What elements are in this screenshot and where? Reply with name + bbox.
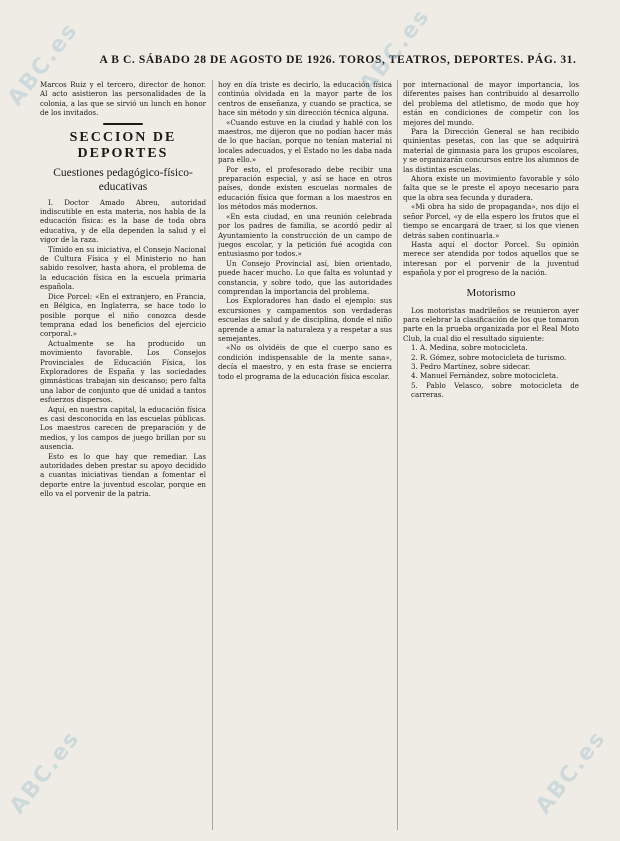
article-paragraph: Ahora existe un movimiento favorable y sólo falta que se le preste el apoyo necesario para que la obra sea fecunda y duradera.: [403, 174, 579, 202]
article-paragraph: Un Consejo Provincial así, bien orientado, puede hacer mucho. Lo que falta es voluntad y constancia, y sobre todo, que las autoridades comprendan la importancia del problema.: [218, 258, 392, 296]
list-item: 5. Pablo Velasco, sobre motocicleta de carreras.: [411, 380, 579, 400]
list-item: 1. A. Medina, sobre motocicleta.: [411, 343, 528, 353]
motorismo-intro: Los motoristas madrileños se reunieron ayer para celebrar la clasificación de los que tomaron parte en la prueba organizada por el Real Moto Club, la cual dio el resultado siguiente:: [403, 305, 579, 343]
motorismo-list: [403, 343, 579, 399]
lead-paragraph: Marcos Ruiz y el tercero, director de honor. Al acto asistieron las personalidades de la colonia, a las que se sirvió un lunch en honor de los invitados.: [40, 80, 206, 118]
column-divider: [397, 80, 398, 830]
column-divider: [212, 80, 213, 830]
section-subtitle-line-2: educativas: [98, 180, 148, 193]
list-item: 4. Manuel Fernández, sobre motocicleta.: [411, 371, 559, 381]
section-subtitle: [40, 166, 206, 194]
list-item: 3. Pedro Martínez, sobre sidecar.: [411, 361, 531, 371]
article-paragraph: hoy en día triste es decirlo, la educación física continúa olvidada en la mayor parte de los centros de enseñanza, y cuando se practica, se hace sin método y sin dirección técnica alguna.: [218, 80, 392, 118]
article-paragraph: Esto es lo que hay que remediar. Las autoridades deben prestar su apoyo decidido a cuantas iniciativas tiendan a fomentar el deporte entre la juventud escolar, porque en ello va el porvenir de la patria.: [40, 451, 206, 499]
column-right: [403, 80, 579, 832]
article-paragraph: por internacional de mayor importancia, los diferentes países han contribuido al desarrollo del problema del atletismo, de modo que hoy están en condiciones de competir con los mejores del mundo.: [403, 80, 579, 127]
watermark-stamp: ABC.es: [5, 726, 86, 819]
watermark-stamp: ABC.es: [355, 4, 436, 97]
article-paragraph: Los Exploradores han dado el ejemplo: sus excursiones y campamentos son verdaderas escuelas de salud y de disciplina, donde el niño aprende a amar la naturaleza y a respetar a sus semejantes.: [218, 296, 392, 343]
section-subtitle-line-1: Cuestiones pedagógico-físico-: [53, 166, 193, 179]
page-header: A B C. SÁBADO 28 DE AGOSTO DE 1926. TOROS, TEATROS, DEPORTES. PÁG. 31.: [99, 54, 577, 66]
article-paragraph: Actualmente se ha producido un movimiento favorable. Los Consejos Provinciales de Educación Física, los Exploradores de España y las sociedades gimnásticas trabajan sin descanso; pero falta una labor de conjunto que dé unidad a tantos esfuerzos dispersos.: [40, 338, 206, 405]
watermark-stamp: ABC.es: [531, 726, 612, 819]
article-paragraph: «Mi obra ha sido de propaganda», nos dijo el señor Porcel, «y de ella espero los frutos que el tiempo se encargará de traer, si los que vienen detrás saben continuarla.»: [403, 202, 579, 240]
article-paragraph: Para la Dirección General se han recibido quinientas pesetas, con las que se adquirirá material de gimnasia para los grupos escolares, y se organizarán concursos entre los alumnos de las distintas escuelas.: [403, 127, 579, 174]
section-ornament: [101, 121, 145, 127]
column-left: [40, 80, 206, 832]
article-paragraph: Por esto, el profesorado debe recibir una preparación especial, y así se hace en otros países, donde existen escuelas normales de educación física que forman a los maestros en los métodos más modernos.: [218, 164, 392, 212]
watermark-stamp: ABC.es: [3, 18, 84, 111]
motorismo-title: Motorismo: [466, 286, 516, 299]
section-title-line-2: DEPORTES: [77, 145, 169, 161]
column-middle: [218, 80, 392, 832]
list-item: 2. R. Gómez, sobre motocicleta de turismo.: [411, 352, 567, 362]
section-title: [40, 130, 206, 162]
article-paragraph: Tímido en su iniciativa, el Consejo Nacional de Cultura Física y el Ministerio no han sabido resolver, hasta ahora, el problema de la educación física en la escuela primaria española.: [40, 244, 206, 292]
article-paragraph: Hasta aquí el doctor Porcel. Su opinión merece ser atendida por todos aquellos que se interesan por el porvenir de la juventud española y por el progreso de la nación.: [403, 239, 579, 278]
article-paragraph: I. Doctor Amado Abreu, autoridad indiscutible en esta materia, nos habla de la educación física: es la base de toda obra educativa, y de ella dependen la salud y el vigor de la raza.: [40, 197, 206, 245]
article-paragraph: Aquí, en nuestra capital, la educación física es casi desconocida en las escuelas públicas. Los maestros carecen de preparación y de medios, y los campos de juego brillan por su ausencia.: [40, 404, 206, 452]
section-title-line-1: SECCION DE: [69, 129, 177, 145]
article-paragraph: «En esta ciudad, en una reunión celebrada por los padres de familia, se acordó pedir al Ayuntamiento la construcción de un campo de juegos escolar, y la petición fué acogida con entusiasmo por todos.»: [218, 211, 392, 259]
article-paragraph: «No os olvidéis de que el cuerpo sano es condición indispensable de la mente sana», decía el maestro, y en esta frase se encierra todo el programa de la educación física escolar.: [218, 343, 392, 381]
article-paragraph: Dice Porcel: «En el extranjero, en Francia, en Bélgica, en Inglaterra, se hace todo lo posible porque el niño conozca desde temprana edad los beneficios del ejercicio corporal.»: [40, 291, 206, 339]
article-paragraph: «Cuando estuve en la ciudad y hablé con los maestros, me dijeron que no podían hacer más de lo que hacían, porque no tenían material ni locales adecuados, y el Estado no les daba nada para ello.»: [218, 117, 392, 165]
